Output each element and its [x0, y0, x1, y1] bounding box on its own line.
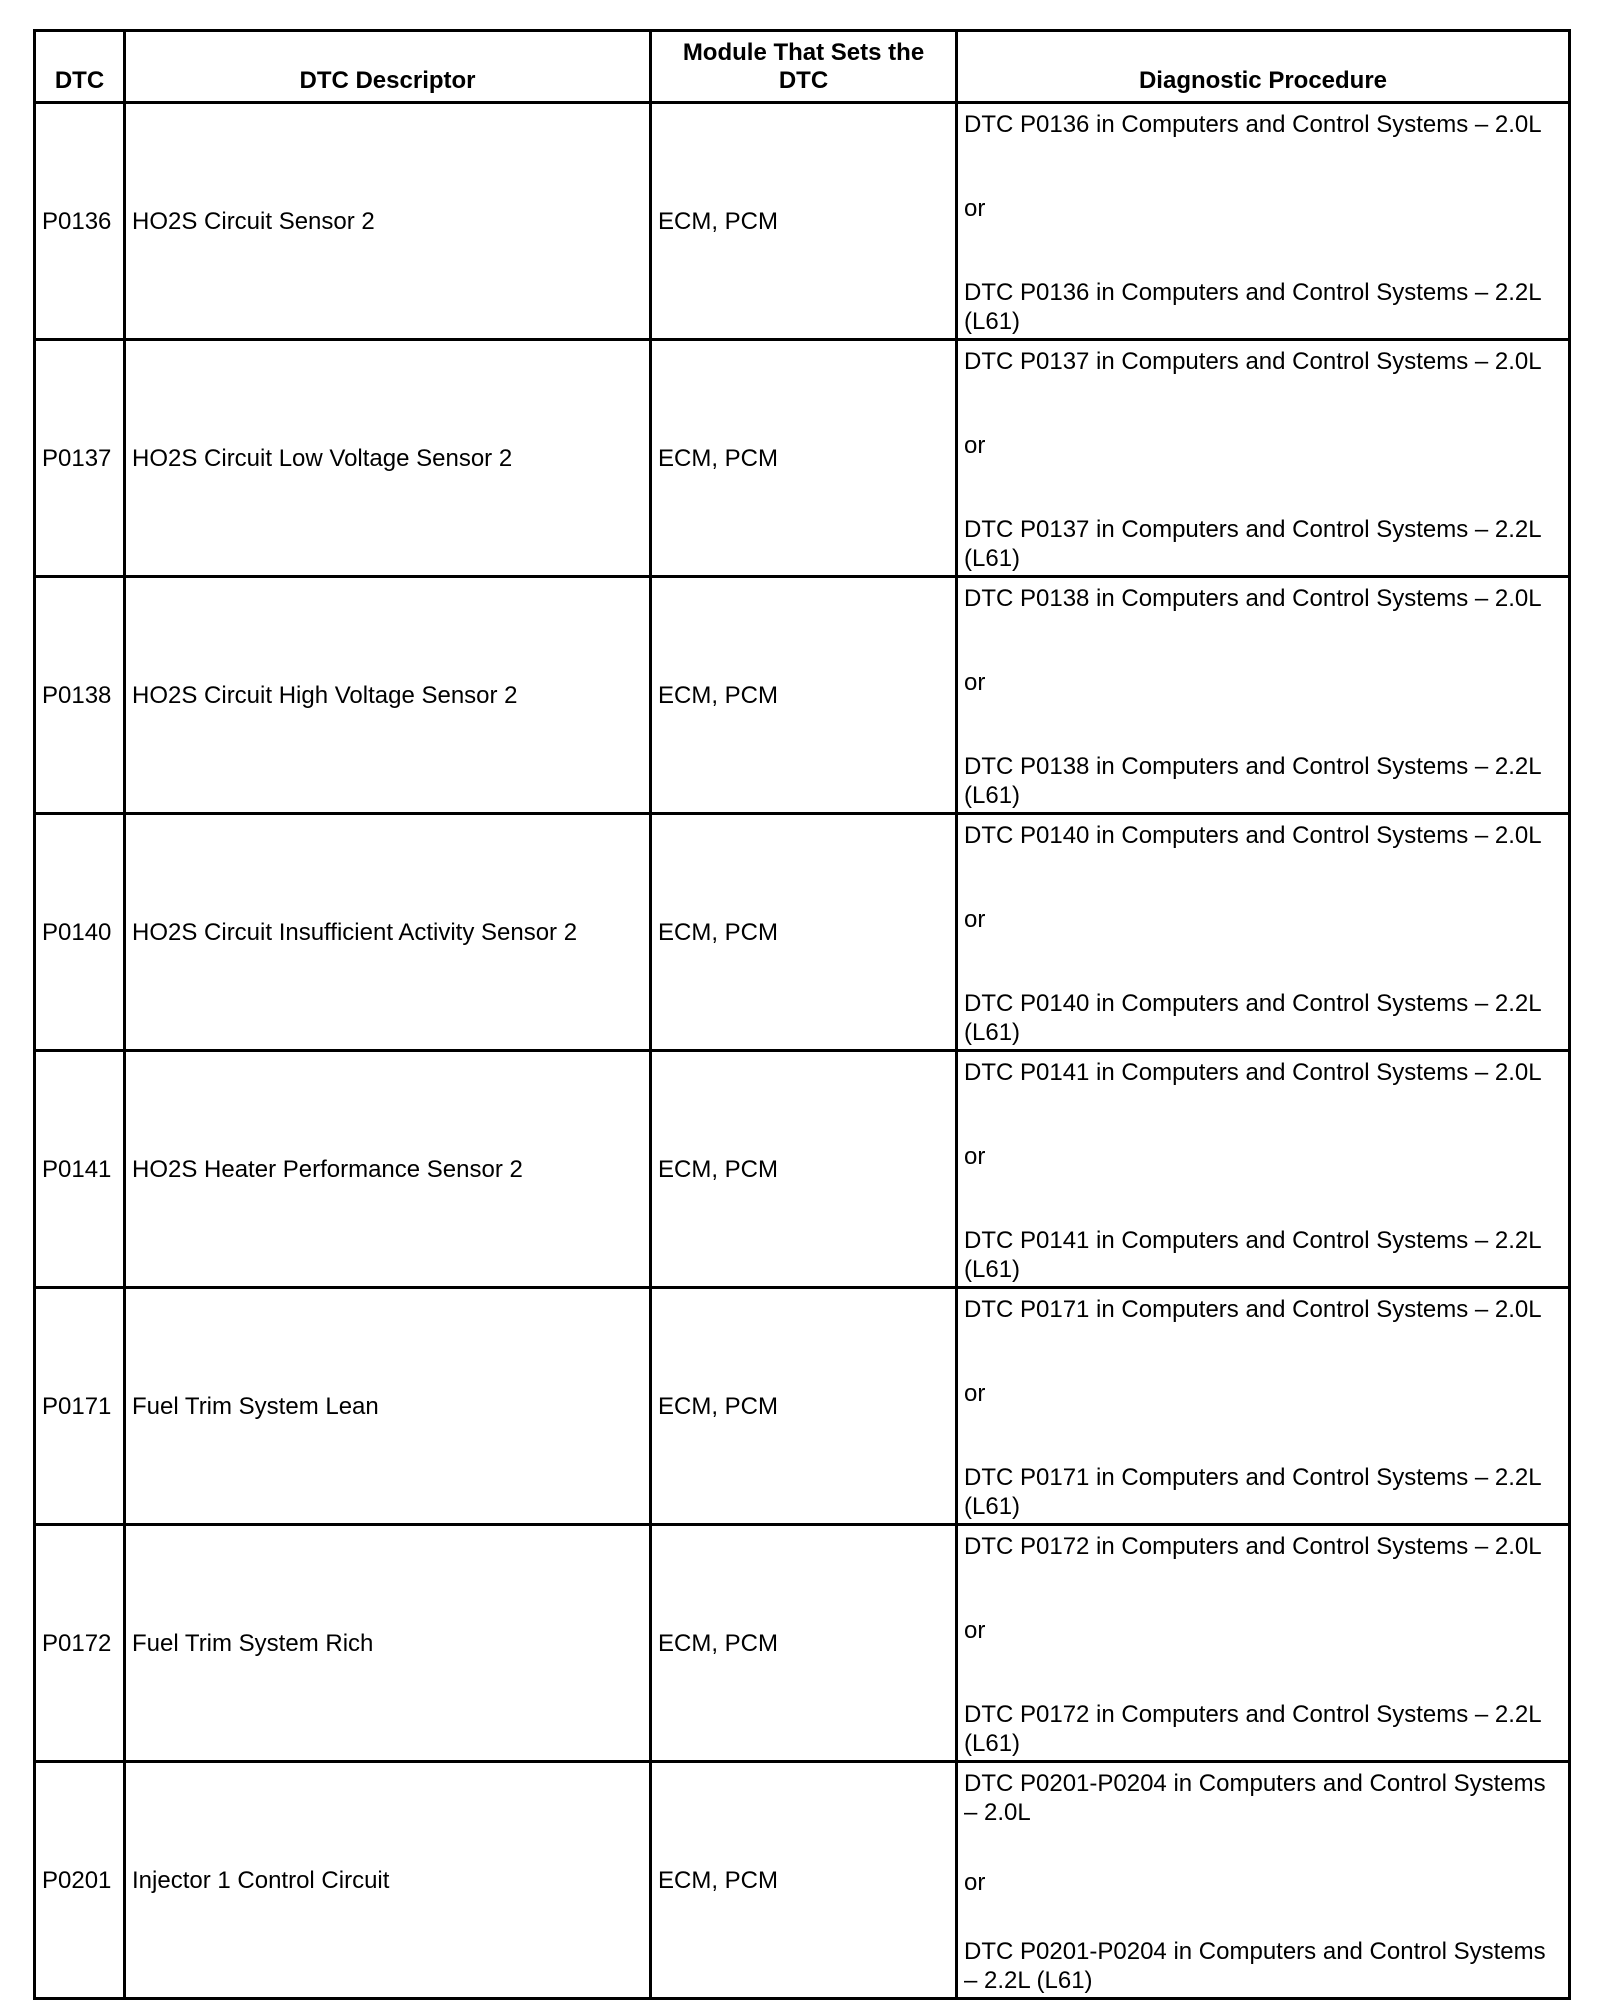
dtc-code-cell: P0137 [35, 340, 125, 577]
procedure-separator: or [964, 669, 986, 696]
procedure-stack [964, 1532, 1562, 1758]
diagnostic-procedure-cell [957, 814, 1570, 1051]
dtc-descriptor-cell: HO2S Circuit Sensor 2 [125, 103, 651, 340]
dtc-descriptor-cell: Fuel Trim System Rich [125, 1525, 651, 1762]
table-row [35, 1762, 1570, 1999]
procedure-separator: or [964, 1617, 986, 1644]
dtc-code-cell: P0172 [35, 1525, 125, 1762]
diagnostic-procedure-cell [957, 103, 1570, 340]
header-dtc: DTC [35, 31, 125, 103]
table-row [35, 577, 1570, 814]
procedure-separator: or [964, 1380, 986, 1407]
procedure-link-2-2l[interactable]: DTC P0136 in Computers and Control Systems – 2.2L (L61) [964, 279, 1541, 335]
diagnostic-procedure-cell [957, 1288, 1570, 1525]
header-diagnostic-procedure: Diagnostic Procedure [957, 31, 1570, 103]
procedure-stack [964, 1295, 1562, 1521]
table-row [35, 814, 1570, 1051]
diagnostic-procedure-cell [957, 1762, 1570, 1999]
procedure-link-2-2l[interactable]: DTC P0137 in Computers and Control Systems – 2.2L (L61) [964, 516, 1541, 572]
table-row [35, 103, 1570, 340]
procedure-link-2-2l[interactable]: DTC P0172 in Computers and Control Systems – 2.2L (L61) [964, 1701, 1541, 1757]
table-row [35, 1051, 1570, 1288]
dtc-descriptor-cell: HO2S Circuit High Voltage Sensor 2 [125, 577, 651, 814]
module-cell: ECM, PCM [651, 1525, 957, 1762]
table-header-row [35, 31, 1570, 103]
module-cell: ECM, PCM [651, 814, 957, 1051]
dtc-code-cell: P0171 [35, 1288, 125, 1525]
procedure-stack [964, 110, 1562, 336]
procedure-stack [964, 1769, 1562, 1995]
diagnostic-procedure-cell [957, 340, 1570, 577]
dtc-descriptor-cell: Fuel Trim System Lean [125, 1288, 651, 1525]
dtc-descriptor-cell: Injector 1 Control Circuit [125, 1762, 651, 1999]
procedure-separator: or [964, 1868, 986, 1896]
dtc-code-cell: P0201 [35, 1762, 125, 1999]
header-dtc-descriptor: DTC Descriptor [125, 31, 651, 103]
procedure-link-2-0l[interactable]: DTC P0172 in Computers and Control Systems – 2.0L [964, 1533, 1542, 1560]
table-row [35, 1525, 1570, 1762]
procedure-link-2-2l[interactable]: DTC P0138 in Computers and Control Systems – 2.2L (L61) [964, 753, 1541, 809]
dtc-descriptor-cell: HO2S Circuit Insufficient Activity Sensor 2 [125, 814, 651, 1051]
module-cell: ECM, PCM [651, 1051, 957, 1288]
dtc-descriptor-cell: HO2S Circuit Low Voltage Sensor 2 [125, 340, 651, 577]
procedure-stack [964, 821, 1562, 1047]
procedure-link-2-0l[interactable]: DTC P0171 in Computers and Control Systems – 2.0L [964, 1296, 1542, 1323]
procedure-link-2-0l[interactable]: DTC P0201-P0204 in Computers and Control Systems – 2.0L [964, 1770, 1546, 1826]
dtc-code-cell: P0141 [35, 1051, 125, 1288]
procedure-separator: or [964, 432, 986, 459]
procedure-link-2-0l[interactable]: DTC P0140 in Computers and Control Systems – 2.0L [964, 822, 1542, 849]
procedure-link-2-0l[interactable]: DTC P0141 in Computers and Control Systems – 2.0L [964, 1059, 1542, 1086]
diagnostic-procedure-cell [957, 1051, 1570, 1288]
procedure-link-2-0l[interactable]: DTC P0138 in Computers and Control Systems – 2.0L [964, 585, 1542, 612]
procedure-link-2-2l[interactable]: DTC P0201-P0204 in Computers and Control Systems – 2.2L (L61) [964, 1938, 1546, 1994]
procedure-link-2-2l[interactable]: DTC P0171 in Computers and Control Systems – 2.2L (L61) [964, 1464, 1541, 1520]
procedure-link-2-2l[interactable]: DTC P0141 in Computers and Control Systems – 2.2L (L61) [964, 1227, 1541, 1283]
procedure-stack [964, 347, 1562, 573]
header-module: Module That Sets the DTC [651, 31, 957, 103]
procedure-link-2-0l[interactable]: DTC P0137 in Computers and Control Systems – 2.0L [964, 348, 1542, 375]
module-cell: ECM, PCM [651, 1288, 957, 1525]
procedure-separator: or [964, 195, 986, 222]
module-cell: ECM, PCM [651, 577, 957, 814]
procedure-stack [964, 584, 1562, 810]
dtc-code-cell: P0140 [35, 814, 125, 1051]
module-cell: ECM, PCM [651, 340, 957, 577]
table-row [35, 1288, 1570, 1525]
module-cell: ECM, PCM [651, 103, 957, 340]
procedure-link-2-0l[interactable]: DTC P0136 in Computers and Control Systems – 2.0L [964, 111, 1542, 138]
dtc-code-cell: P0136 [35, 103, 125, 340]
diagnostic-procedure-cell [957, 1525, 1570, 1762]
dtc-table [33, 29, 1571, 2000]
dtc-code-cell: P0138 [35, 577, 125, 814]
procedure-link-2-2l[interactable]: DTC P0140 in Computers and Control Systems – 2.2L (L61) [964, 990, 1541, 1046]
procedure-separator: or [964, 906, 986, 933]
procedure-stack [964, 1058, 1562, 1284]
procedure-separator: or [964, 1143, 986, 1170]
diagnostic-procedure-cell [957, 577, 1570, 814]
dtc-descriptor-cell: HO2S Heater Performance Sensor 2 [125, 1051, 651, 1288]
table-row [35, 340, 1570, 577]
module-cell: ECM, PCM [651, 1762, 957, 1999]
